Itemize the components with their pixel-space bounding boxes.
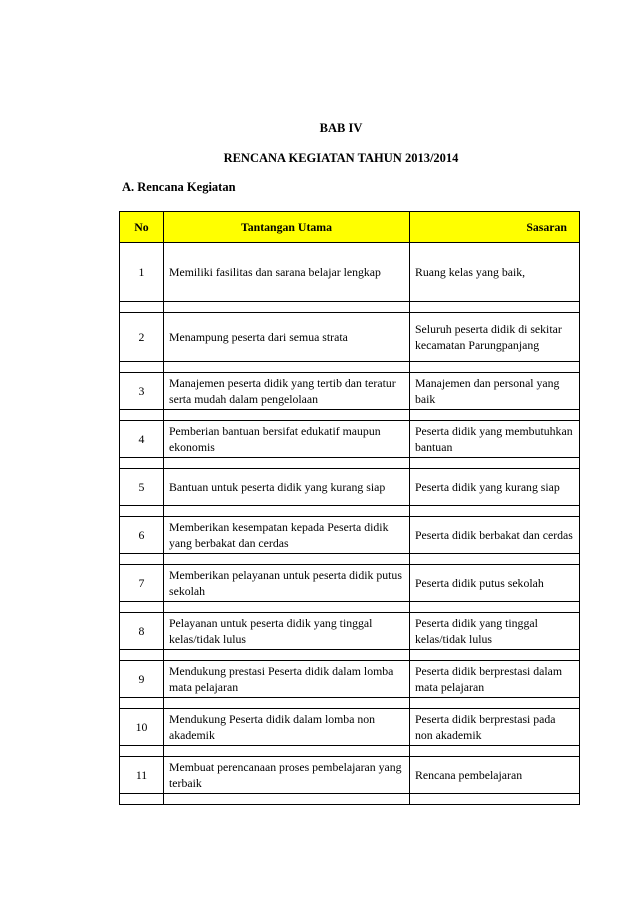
spacer-cell: [164, 746, 410, 757]
spacer-cell: [164, 650, 410, 661]
table-row: [120, 709, 580, 746]
spacer-cell: [164, 602, 410, 613]
table-row: [120, 469, 580, 506]
spacer-cell: [410, 602, 580, 613]
row-no: 2: [120, 313, 164, 362]
spacer-cell: [164, 794, 410, 805]
header-tantangan: Tantangan Utama: [164, 212, 410, 243]
table-row: [120, 565, 580, 602]
spacer-cell: [410, 794, 580, 805]
row-tantangan: Pemberian bantuan bersifat edukatif maupun ekonomis: [164, 421, 410, 458]
spacer-cell: [120, 506, 164, 517]
row-sasaran: Peserta didik berprestasi pada non akademik: [410, 709, 580, 746]
spacer-row: [120, 602, 580, 613]
row-tantangan: Mendukung Peserta didik dalam lomba non akademik: [164, 709, 410, 746]
table-row: [120, 373, 580, 410]
spacer-cell: [164, 362, 410, 373]
spacer-cell: [164, 506, 410, 517]
row-sasaran: Peserta didik putus sekolah: [410, 565, 580, 602]
row-sasaran: Ruang kelas yang baik,: [410, 243, 580, 302]
table-row: [120, 661, 580, 698]
activity-plan-table: [119, 211, 580, 805]
row-sasaran: Seluruh peserta didik di sekitar kecamatan Parungpanjang: [410, 313, 580, 362]
row-no: 11: [120, 757, 164, 794]
table-row: [120, 421, 580, 458]
row-no: 1: [120, 243, 164, 302]
spacer-row: [120, 794, 580, 805]
spacer-cell: [120, 794, 164, 805]
spacer-cell: [120, 650, 164, 661]
table-row: [120, 243, 580, 302]
spacer-cell: [120, 362, 164, 373]
row-no: 7: [120, 565, 164, 602]
row-sasaran: Peserta didik yang kurang siap: [410, 469, 580, 506]
spacer-cell: [410, 506, 580, 517]
spacer-cell: [120, 302, 164, 313]
row-no: 5: [120, 469, 164, 506]
spacer-row: [120, 458, 580, 469]
row-sasaran: Peserta didik berbakat dan cerdas: [410, 517, 580, 554]
row-no: 4: [120, 421, 164, 458]
row-no: 6: [120, 517, 164, 554]
spacer-row: [120, 302, 580, 313]
spacer-row: [120, 410, 580, 421]
spacer-cell: [410, 458, 580, 469]
spacer-cell: [120, 746, 164, 757]
spacer-cell: [164, 302, 410, 313]
table-row: [120, 517, 580, 554]
row-tantangan: Manajemen peserta didik yang tertib dan teratur serta mudah dalam pengelolaan: [164, 373, 410, 410]
row-tantangan: Memiliki fasilitas dan sarana belajar lengkap: [164, 243, 410, 302]
spacer-cell: [120, 602, 164, 613]
spacer-cell: [410, 362, 580, 373]
table-row: [120, 757, 580, 794]
row-no: 8: [120, 613, 164, 650]
table-row: [120, 313, 580, 362]
spacer-cell: [410, 698, 580, 709]
row-sasaran: Peserta didik berprestasi dalam mata pelajaran: [410, 661, 580, 698]
spacer-cell: [410, 302, 580, 313]
spacer-row: [120, 650, 580, 661]
spacer-cell: [164, 554, 410, 565]
table-row: [120, 613, 580, 650]
row-no: 10: [120, 709, 164, 746]
spacer-cell: [164, 698, 410, 709]
spacer-cell: [410, 554, 580, 565]
header-sasaran: Sasaran: [410, 212, 580, 243]
row-tantangan: Pelayanan untuk peserta didik yang tinggal kelas/tidak lulus: [164, 613, 410, 650]
spacer-row: [120, 506, 580, 517]
spacer-cell: [164, 410, 410, 421]
row-sasaran: Manajemen dan personal yang baik: [410, 373, 580, 410]
header-no: No: [120, 212, 164, 243]
spacer-cell: [410, 650, 580, 661]
spacer-cell: [120, 410, 164, 421]
row-sasaran: Peserta didik yang membutuhkan bantuan: [410, 421, 580, 458]
chapter-heading: BAB IV: [319, 121, 363, 135]
page-title: RENCANA KEGIATAN TAHUN 2013/2014: [223, 151, 459, 165]
spacer-row: [120, 554, 580, 565]
row-no: 3: [120, 373, 164, 410]
spacer-row: [120, 362, 580, 373]
row-tantangan: Membuat perencanaan proses pembelajaran yang terbaik: [164, 757, 410, 794]
spacer-cell: [410, 746, 580, 757]
spacer-cell: [120, 554, 164, 565]
row-tantangan: Mendukung prestasi Peserta didik dalam lomba mata pelajaran: [164, 661, 410, 698]
row-sasaran: Rencana pembelajaran: [410, 757, 580, 794]
row-tantangan: Memberikan pelayanan untuk peserta didik putus sekolah: [164, 565, 410, 602]
spacer-cell: [164, 458, 410, 469]
spacer-row: [120, 746, 580, 757]
row-no: 9: [120, 661, 164, 698]
spacer-cell: [120, 698, 164, 709]
row-sasaran: Peserta didik yang tinggal kelas/tidak lulus: [410, 613, 580, 650]
table-header-row: [120, 212, 580, 243]
row-tantangan: Bantuan untuk peserta didik yang kurang siap: [164, 469, 410, 506]
spacer-cell: [120, 458, 164, 469]
section-heading: A. Rencana Kegiatan: [122, 180, 236, 194]
spacer-row: [120, 698, 580, 709]
row-tantangan: Memberikan kesempatan kepada Peserta didik yang berbakat dan cerdas: [164, 517, 410, 554]
spacer-cell: [410, 410, 580, 421]
row-tantangan: Menampung peserta dari semua strata: [164, 313, 410, 362]
